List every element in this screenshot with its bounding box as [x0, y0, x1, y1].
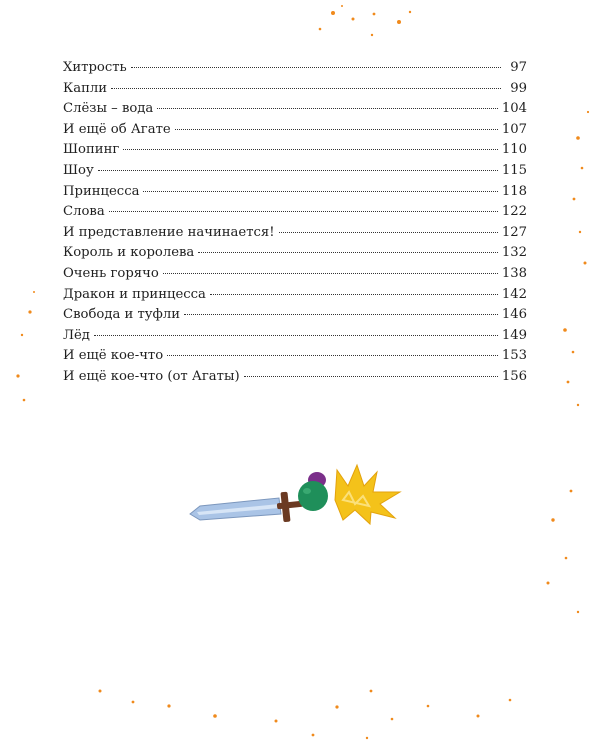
- toc-leader-dots: [163, 272, 498, 274]
- toc-entry-title: Очень горячо: [63, 265, 159, 281]
- toc-leader-dots: [175, 128, 498, 130]
- toc-entry-title: Дракон и принцесса: [63, 286, 206, 302]
- toc-leader-dots: [143, 190, 497, 192]
- toc-entry[interactable]: [63, 243, 527, 264]
- crown-icon: [335, 465, 400, 524]
- toc-entry-page: 110: [501, 142, 527, 158]
- toc-entry-page: 97: [510, 60, 527, 75]
- toc-entry-title: Король и королева: [63, 245, 195, 261]
- toc-entry[interactable]: [63, 305, 527, 326]
- toc-entry[interactable]: [63, 326, 527, 347]
- toc-leader-dots: [244, 375, 498, 377]
- toc-leader-dots: [94, 334, 498, 336]
- toc-entry-title: Шопинг: [63, 142, 120, 158]
- toc-leader-dots: [157, 107, 498, 109]
- toc-leader-dots: [111, 87, 501, 89]
- toc-entry-title: Хитрость: [63, 60, 127, 75]
- toc-entry-title: Шоу: [63, 162, 94, 178]
- toc-leader-dots: [109, 210, 498, 212]
- toc-entry[interactable]: [63, 285, 527, 306]
- toc-entry[interactable]: [63, 140, 527, 161]
- toc-entry-page: 142: [501, 286, 527, 302]
- toc-entry-title: И ещё кое-что (от Агаты): [63, 368, 240, 384]
- toc-entry[interactable]: [63, 120, 527, 141]
- toc-entry-title: Слова: [63, 204, 105, 220]
- toc-entry-page: 156: [501, 368, 527, 384]
- toc-entry[interactable]: [63, 346, 527, 367]
- toc-entry-page: 146: [501, 307, 527, 323]
- plasticine-balls-icon: [298, 472, 328, 511]
- sword-icon: [190, 492, 303, 523]
- toc-leader-dots: [98, 169, 498, 171]
- toc-leader-dots: [131, 66, 501, 68]
- toc-entry-title: Принцесса: [63, 183, 140, 199]
- table-of-contents: [63, 58, 527, 388]
- toc-entry-title: Лёд: [63, 327, 90, 343]
- toc-entry-page: 138: [501, 265, 527, 281]
- toc-leader-dots: [184, 313, 498, 315]
- toc-leader-dots: [279, 231, 498, 233]
- toc-entry-page: 122: [501, 204, 527, 220]
- toc-entry[interactable]: [63, 182, 527, 203]
- toc-leader-dots: [210, 293, 498, 295]
- toc-entry-page: 127: [501, 224, 527, 240]
- toc-entry[interactable]: [63, 223, 527, 244]
- toc-entry[interactable]: [63, 58, 527, 79]
- toc-entry-page: 115: [501, 162, 527, 178]
- toc-entry-title: Слёзы – вода: [63, 101, 154, 117]
- toc-entry[interactable]: [63, 367, 527, 388]
- toc-entry[interactable]: [63, 161, 527, 182]
- toc-entry-title: Свобода и туфли: [63, 307, 181, 323]
- toc-entry-page: 153: [501, 348, 527, 364]
- toc-entry-page: 104: [501, 101, 527, 117]
- toc-entry[interactable]: [63, 202, 527, 223]
- toc-entry[interactable]: [63, 99, 527, 120]
- toc-entry-page: 99: [510, 80, 527, 96]
- toc-entry-title: И представление начинается!: [63, 224, 275, 240]
- toc-leader-dots: [198, 251, 498, 253]
- toc-entry-page: 107: [501, 121, 527, 137]
- toc-leader-dots: [123, 148, 498, 150]
- toc-entry-title: И ещё кое-что: [63, 348, 164, 364]
- toc-entry-page: 132: [501, 245, 527, 261]
- toc-entry[interactable]: [63, 79, 527, 100]
- toc-entry-page: 149: [501, 327, 527, 343]
- toc-entry[interactable]: [63, 264, 527, 285]
- toc-entry-title: Капли: [63, 80, 108, 96]
- illustration: [185, 462, 410, 537]
- toc-entry-page: 118: [501, 183, 527, 199]
- toc-leader-dots: [167, 354, 498, 356]
- toc-entry-title: И ещё об Агате: [63, 121, 171, 137]
